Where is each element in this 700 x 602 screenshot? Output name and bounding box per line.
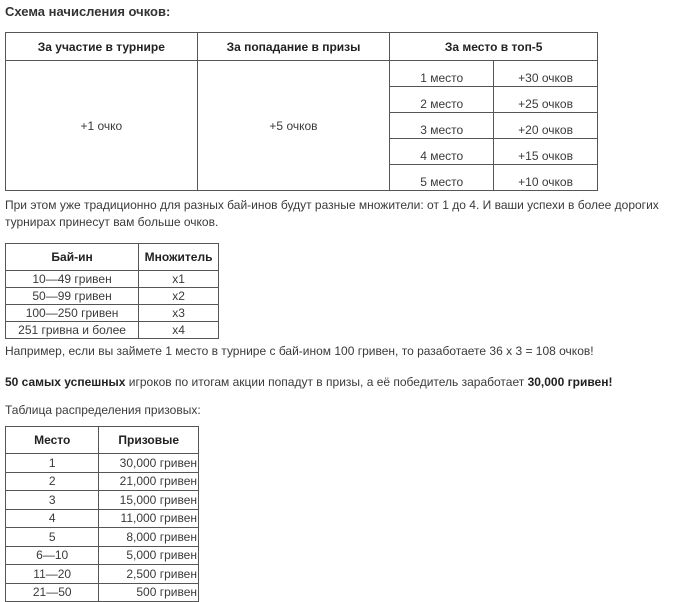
header-in-prizes: За попадание в призы	[197, 33, 390, 61]
place-cell: 5	[6, 528, 99, 547]
buyin-cell: 100—250 гривен	[6, 305, 139, 322]
prize-cell: 8,000 гривен	[99, 528, 199, 547]
prize-cell: 2,500 гривен	[99, 565, 199, 584]
table-row	[6, 583, 199, 602]
header-buyin: Бай-ин	[6, 244, 139, 271]
multipliers-paragraph: При этом уже традиционно для разных бай-инов будут разные множители: от 1 до 4. И ваши успехи в более дорогих турнирах принесут вам больше очков.	[5, 198, 659, 229]
top-players-bold: 50 самых успешных	[5, 375, 126, 389]
place-cell: 4	[6, 509, 99, 528]
table-row	[6, 565, 199, 584]
multiplier-cell: x1	[139, 271, 219, 288]
table-row	[6, 454, 199, 473]
prizes-text: игроков по итогам акции попадут в призы, а её победитель заработает	[125, 375, 528, 389]
top5-points: +25 очков	[494, 87, 598, 113]
prize-cell: 15,000 гривен	[99, 491, 199, 510]
prize-cell: 500 гривен	[99, 583, 199, 602]
multiplier-table	[5, 243, 219, 339]
table-row	[6, 288, 219, 305]
top5-points: +10 очков	[494, 165, 598, 191]
prize-cell: 5,000 гривен	[99, 546, 199, 565]
place-cell: 6—10	[6, 546, 99, 565]
multiplier-cell: x4	[139, 322, 219, 339]
table-row	[6, 528, 199, 547]
participation-points: +1 очко	[6, 61, 198, 191]
place-cell: 21—50	[6, 583, 99, 602]
place-cell: 11—20	[6, 565, 99, 584]
header-place: Место	[6, 427, 99, 454]
prize-table-caption: Таблица распределения призовых:	[5, 403, 201, 417]
prize-cell: 30,000 гривен	[99, 454, 199, 473]
table-row	[6, 61, 598, 87]
prize-cell: 21,000 гривен	[99, 472, 199, 491]
in-prizes-points: +5 очков	[197, 61, 390, 191]
top5-place: 2 место	[390, 87, 494, 113]
top5-place: 3 место	[390, 113, 494, 139]
table-row	[6, 322, 219, 339]
prizes-paragraph	[5, 374, 612, 391]
points-table	[5, 32, 598, 191]
points-scheme-heading: Схема начисления очков:	[5, 4, 171, 19]
multiplier-table-header-row	[6, 244, 219, 271]
top5-points: +15 очков	[494, 139, 598, 165]
points-table-header-row	[6, 33, 598, 61]
table-row	[6, 305, 219, 322]
winner-prize-bold: 30,000 гривен!	[527, 375, 613, 389]
example-paragraph: Например, если вы займете 1 место в турнире с бай-ином 100 гривен, то разаботаете 36 x 3 = 108 очков!	[5, 344, 594, 358]
place-cell: 1	[6, 454, 99, 473]
top5-place: 1 место	[390, 61, 494, 87]
table-row	[6, 491, 199, 510]
prize-table	[5, 426, 199, 602]
buyin-cell: 251 гривна и более	[6, 322, 139, 339]
table-row	[6, 509, 199, 528]
buyin-cell: 10—49 гривен	[6, 271, 139, 288]
top5-place: 5 место	[390, 165, 494, 191]
header-multiplier: Множитель	[139, 244, 219, 271]
prize-cell: 11,000 гривен	[99, 509, 199, 528]
buyin-cell: 50—99 гривен	[6, 288, 139, 305]
table-row	[6, 271, 219, 288]
place-cell: 3	[6, 491, 99, 510]
place-cell: 2	[6, 472, 99, 491]
top5-place: 4 место	[390, 139, 494, 165]
top5-points: +30 очков	[494, 61, 598, 87]
table-row	[6, 546, 199, 565]
prize-table-header-row	[6, 427, 199, 454]
top5-points: +20 очков	[494, 113, 598, 139]
multiplier-cell: x2	[139, 288, 219, 305]
multiplier-cell: x3	[139, 305, 219, 322]
table-row	[6, 472, 199, 491]
header-prize: Призовые	[99, 427, 199, 454]
header-participation: За участие в турнире	[6, 33, 198, 61]
header-top5: За место в топ-5	[390, 33, 598, 61]
